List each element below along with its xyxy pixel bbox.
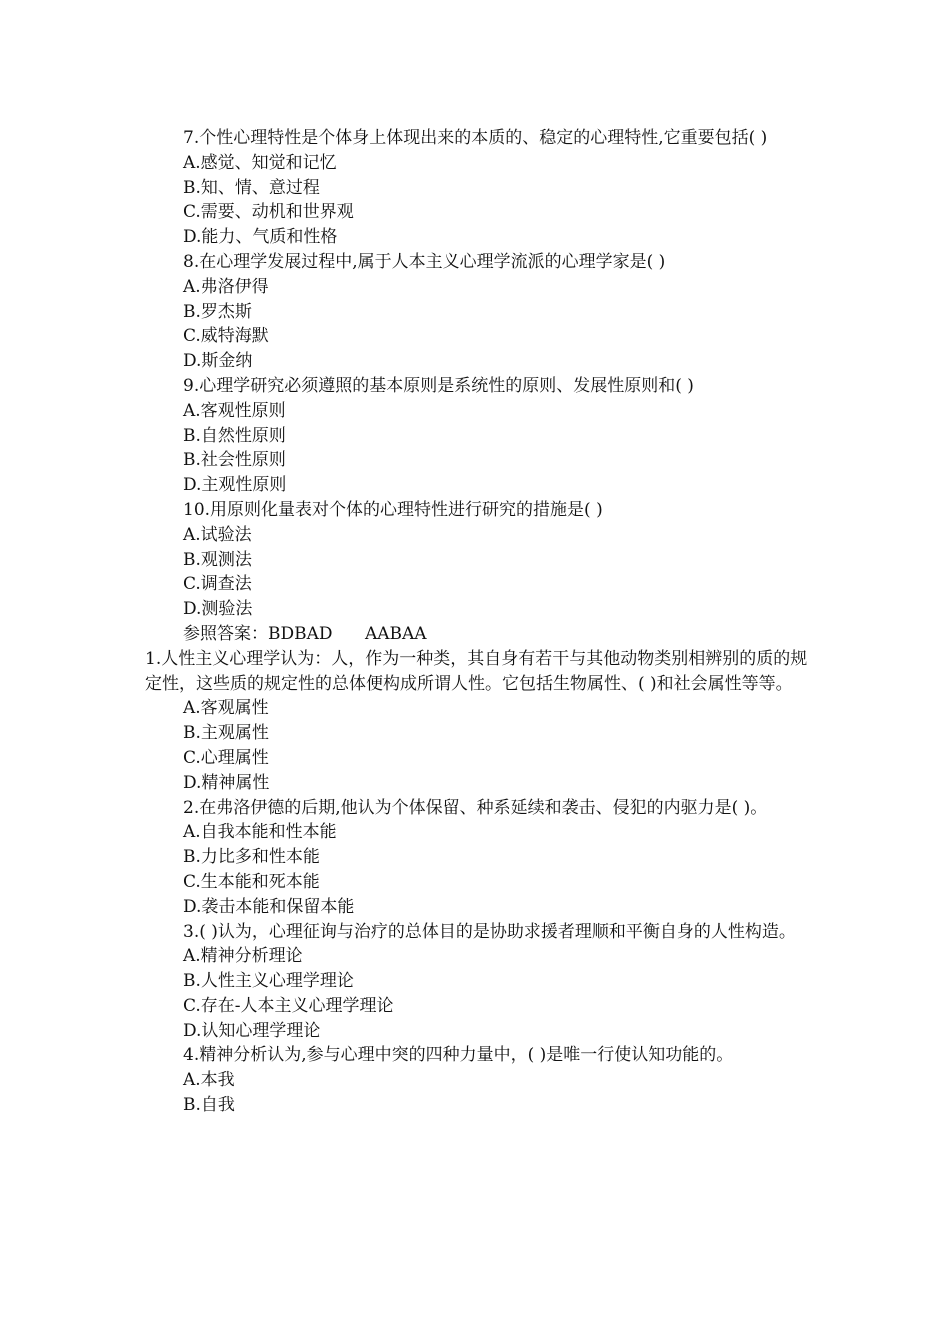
- option-a: A.本我: [183, 1070, 235, 1091]
- option-a: A.精神分析理论: [183, 946, 303, 967]
- option-c: C.生本能和死本能: [183, 871, 320, 892]
- question-stem: 7.个性心理特性是个体身上体现出来的本质的、稳定的心理特性,它重要包括( ): [183, 128, 768, 148]
- option-c: C.存在-人本主义心理学理论: [183, 995, 394, 1016]
- option-a: A.试验法: [183, 524, 252, 545]
- question-stem: 8.在心理学发展过程中,属于人本主义心理学流派的心理学家是( ): [183, 251, 666, 272]
- option-d: D.袭击本能和保留本能: [183, 896, 355, 917]
- option-c: C.调查法: [183, 574, 252, 595]
- option-a: A.自我本能和性本能: [183, 822, 337, 843]
- option-d: D.测验法: [183, 599, 253, 620]
- question-stem: 10.用原则化量表对个体的心理特性进行研究的措施是( ): [183, 499, 603, 520]
- option-a: A.客观属性: [183, 698, 269, 719]
- option-d: D.能力、气质和性格: [183, 227, 338, 248]
- option-d: D.斯金纳: [183, 351, 253, 372]
- option-b: B.自我: [183, 1095, 235, 1116]
- option-c: C.需要、动机和世界观: [183, 202, 354, 223]
- option-b: B.知、情、意过程: [183, 177, 320, 198]
- option-d: D.主观性原则: [183, 475, 287, 496]
- option-a: A.弗洛伊得: [183, 276, 269, 297]
- option-b: B.主观属性: [183, 723, 269, 744]
- option-c: C.心理属性: [183, 747, 269, 768]
- option-d: D.认知心理学理论: [183, 1020, 321, 1041]
- option-a: A.客观性原则: [183, 400, 286, 421]
- question-stem: 9.心理学研究必须遵照的基本原则是系统性的原则、发展性原则和( ): [183, 375, 694, 396]
- option-c: B.社会性原则: [183, 450, 286, 471]
- option-b: B.观测法: [183, 549, 252, 570]
- option-b: B.罗杰斯: [183, 301, 252, 322]
- option-c: C.威特海默: [183, 326, 269, 347]
- option-d: D.精神属性: [183, 772, 270, 793]
- option-b: B.力比多和性本能: [183, 847, 320, 868]
- option-b: B.自然性原则: [183, 425, 286, 446]
- option-b: B.人性主义心理学理论: [183, 971, 354, 992]
- question-stem: 4.精神分析认为,参与心理中突的四种力量中，( )是唯一行使认知功能的。: [183, 1045, 734, 1066]
- option-a: A.感觉、知觉和记忆: [183, 152, 337, 173]
- question-stem: 3.( )认为，心理征询与治疗的总体目的是协助求援者理顺和平衡自身的人性构造。: [183, 921, 796, 942]
- answer-key: 参照答案：BDBAD AABAA: [183, 623, 427, 644]
- question-stem: 1.人性主义心理学认为：人，作为一种类，其自身有若干与其他动物类别相辨别的质的规定性，这些质的规定性的总体便构成所谓人性。它包括生物属性、( )和社会属性等等。: [145, 648, 808, 694]
- question-stem: 2.在弗洛伊德的后期,他认为个体保留、种系延续和袭击、侵犯的内驱力是( )。: [183, 797, 768, 818]
- document-body: [145, 126, 810, 1118]
